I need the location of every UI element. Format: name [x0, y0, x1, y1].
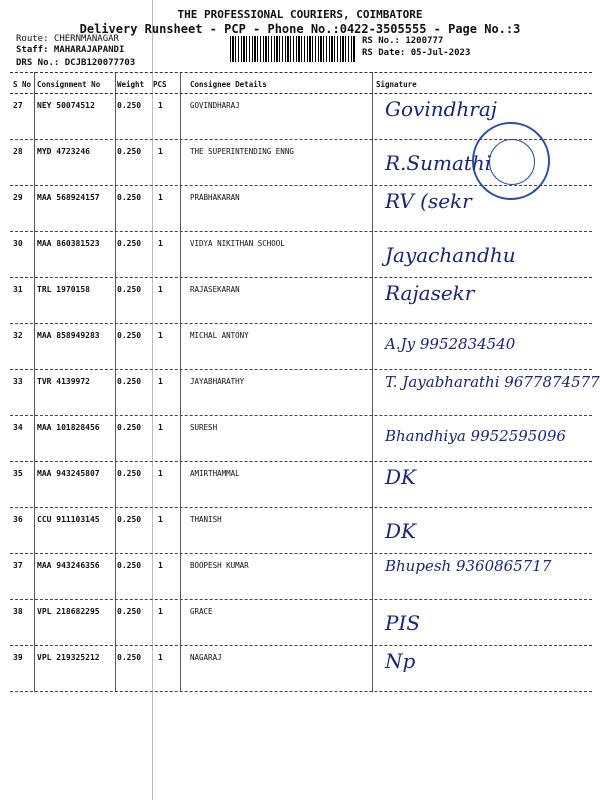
row-weight: 0.250 [117, 469, 142, 478]
staff-text: Staff: MAHARAJAPANDI [16, 45, 125, 55]
row-consignment: VPL 219325212 [37, 653, 100, 662]
row-weight: 0.250 [117, 101, 142, 110]
row-consignee: GRACE [190, 607, 213, 616]
company-title: THE PROFESSIONAL COURIERS, COIMBATORE [177, 8, 423, 21]
header-consignee: Consignee Details [190, 80, 267, 89]
row-consignee: JAYABHARATHY [190, 377, 245, 386]
row-weight: 0.250 [117, 561, 142, 570]
row-sno: 28 [13, 147, 23, 156]
row-signature: PIS [385, 611, 421, 635]
row-consignment: MAA 943246356 [37, 561, 100, 570]
row-weight: 0.250 [117, 193, 142, 202]
row-weight: 0.250 [117, 285, 142, 294]
row-sno: 33 [13, 377, 23, 386]
row-signature: Govindhraj [385, 97, 497, 121]
row-consignee: VIDYA NIKITHAN SCHOOL [190, 239, 285, 248]
row-consignment: VPL 218682295 [37, 607, 100, 616]
row-sno: 27 [13, 101, 23, 110]
header-consignment: Consignment No [37, 80, 101, 89]
table-row [10, 277, 592, 324]
row-consignee: GOVINDHARAJ [190, 101, 240, 110]
row-pcs: 1 [158, 147, 163, 156]
row-consignee: RAJASEKARAN [190, 285, 240, 294]
row-sno: 30 [13, 239, 23, 248]
row-consignment: MAA 568924157 [37, 193, 100, 202]
row-sno: 35 [13, 469, 23, 478]
row-signature: A.Jy 9952834540 [385, 335, 516, 353]
row-consignee: PRABHAKARAN [190, 193, 240, 202]
route-text: Route: CHERNMANAGAR [16, 34, 119, 44]
row-weight: 0.250 [117, 515, 142, 524]
row-pcs: 1 [158, 607, 163, 616]
row-sno: 39 [13, 653, 23, 662]
row-signature: Rajasekr [385, 281, 475, 305]
row-pcs: 1 [158, 561, 163, 570]
row-signature: DK [385, 519, 416, 543]
row-pcs: 1 [158, 469, 163, 478]
header-signature: Signature [376, 80, 417, 89]
row-signature: Np [385, 649, 416, 673]
table-row [10, 553, 592, 600]
row-pcs: 1 [158, 101, 163, 110]
row-signature: Bhandhiya 9952595096 [385, 427, 566, 445]
row-consignment: CCU 911103145 [37, 515, 100, 524]
table-row [10, 231, 592, 278]
table-row [10, 369, 600, 416]
row-pcs: 1 [158, 331, 163, 340]
row-pcs: 1 [158, 285, 163, 294]
row-sno: 34 [13, 423, 23, 432]
row-weight: 0.250 [117, 239, 142, 248]
row-signature: Jayachandhu [385, 243, 516, 267]
runsheet-table [10, 72, 600, 692]
row-consignee: AMIRTHAMMAL [190, 469, 240, 478]
row-consignee: SURESH [190, 423, 218, 432]
header-weight: Weight [117, 80, 145, 89]
row-pcs: 1 [158, 515, 163, 524]
row-consignment: TRL 1970158 [37, 285, 90, 294]
row-signature: R.Sumathi [385, 151, 492, 175]
runsheet-subtitle: Delivery Runsheet - PCP - Phone No.:0422-3505555 - Page No.:3 [79, 22, 521, 36]
table-row [10, 139, 592, 186]
row-pcs: 1 [158, 377, 163, 386]
table-row [10, 645, 592, 692]
row-pcs: 1 [158, 193, 163, 202]
rs-number: RS No.: 1200777 [362, 36, 444, 46]
row-sno: 37 [13, 561, 23, 570]
table-header [10, 72, 592, 94]
row-signature: DK [385, 465, 416, 489]
row-signature: Bhupesh 9360865717 [385, 557, 552, 575]
row-consignee: BOOPESH KUMAR [190, 561, 249, 570]
table-row [10, 323, 592, 370]
row-consignment: TVR 4139972 [37, 377, 90, 386]
row-signature: T. Jayabharathi 9677874577 [385, 373, 600, 391]
table-row [10, 461, 592, 508]
row-weight: 0.250 [117, 377, 142, 386]
row-pcs: 1 [158, 423, 163, 432]
row-signature: RV (sekr [385, 189, 472, 213]
row-sno: 31 [13, 285, 23, 294]
barcode [230, 36, 356, 62]
table-row [10, 185, 592, 232]
row-consignee: MICHAL ANTONY [190, 331, 249, 340]
row-weight: 0.250 [117, 331, 142, 340]
row-consignee: THE SUPERINTENDING ENNG [190, 147, 294, 156]
rs-date: RS Date: 05-Jul-2023 [362, 48, 471, 58]
table-row [10, 415, 592, 462]
row-consignment: MAA 943245807 [37, 469, 100, 478]
row-consignment: MAA 101828456 [37, 423, 100, 432]
table-row [10, 599, 592, 646]
row-weight: 0.250 [117, 653, 142, 662]
row-weight: 0.250 [117, 423, 142, 432]
row-weight: 0.250 [117, 147, 142, 156]
row-weight: 0.250 [117, 607, 142, 616]
table-row [10, 93, 592, 140]
header-pcs: PCS [153, 80, 167, 89]
row-pcs: 1 [158, 239, 163, 248]
row-consignee: NAGARAJ [190, 653, 222, 662]
row-consignment: MAA 858949283 [37, 331, 100, 340]
row-sno: 36 [13, 515, 23, 524]
row-pcs: 1 [158, 653, 163, 662]
table-row [10, 507, 592, 554]
row-sno: 29 [13, 193, 23, 202]
drs-number: DRS No.: DCJB120077703 [16, 58, 136, 68]
header-sno: S No [13, 80, 32, 89]
row-sno: 38 [13, 607, 23, 616]
row-consignee: THANISH [190, 515, 222, 524]
row-consignment: NEY 50074512 [37, 101, 95, 110]
row-consignment: MAA 860381523 [37, 239, 100, 248]
row-consignment: MYD 4723246 [37, 147, 90, 156]
row-sno: 32 [13, 331, 23, 340]
